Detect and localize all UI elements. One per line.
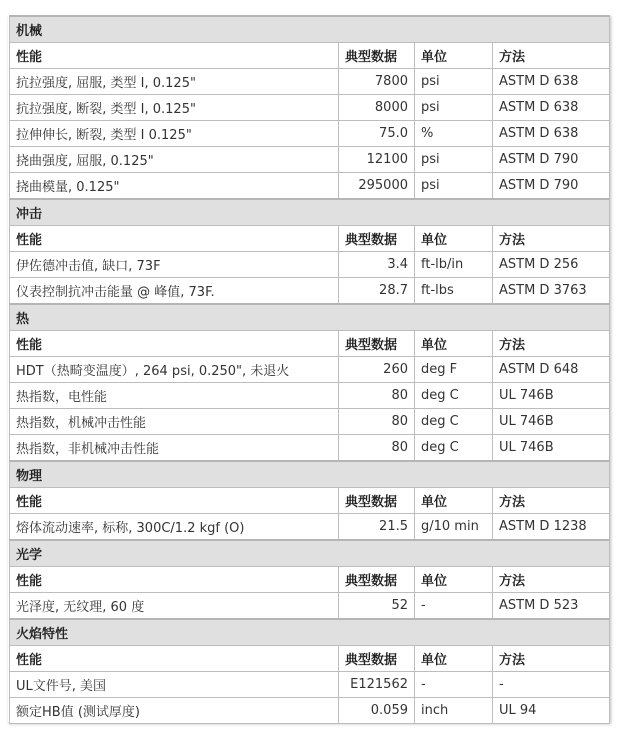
property-cell: UL文件号, 美国 xyxy=(10,672,339,698)
unit-cell: % xyxy=(415,121,493,147)
method-cell: ASTM D 1238 xyxy=(493,514,610,541)
method-cell: ASTM D 648 xyxy=(493,357,610,383)
unit-cell: psi xyxy=(415,147,493,173)
value-cell: 80 xyxy=(339,409,415,435)
header-unit: 单位 xyxy=(415,488,493,514)
header-method: 方法 xyxy=(493,488,610,514)
section-header xyxy=(10,304,610,331)
table-row xyxy=(10,252,610,278)
table-row xyxy=(10,121,610,147)
section-header xyxy=(10,461,610,488)
table-row xyxy=(10,357,610,383)
unit-cell: psi xyxy=(415,69,493,95)
header-property: 性能 xyxy=(10,567,339,593)
header-method: 方法 xyxy=(493,567,610,593)
section-title: 物理 xyxy=(10,461,610,488)
header-method: 方法 xyxy=(493,226,610,252)
column-header-row xyxy=(10,567,610,593)
value-cell: 0.059 xyxy=(339,698,415,724)
property-cell: 伊佐德冲击值, 缺口, 73F xyxy=(10,252,339,278)
section-title: 热 xyxy=(10,304,610,331)
method-cell: UL 94 xyxy=(493,698,610,724)
unit-cell: deg F xyxy=(415,357,493,383)
method-cell: - xyxy=(493,672,610,698)
section-title: 冲击 xyxy=(10,199,610,226)
table-row xyxy=(10,278,610,305)
unit-cell: psi xyxy=(415,173,493,200)
property-cell: 抗拉强度, 屈服, 类型 I, 0.125" xyxy=(10,69,339,95)
unit-cell: g/10 min xyxy=(415,514,493,541)
unit-cell: ft-lbs xyxy=(415,278,493,305)
value-cell: 8000 xyxy=(339,95,415,121)
method-cell: UL 746B xyxy=(493,435,610,462)
value-cell: 7800 xyxy=(339,69,415,95)
property-cell: 挠曲强度, 屈服, 0.125" xyxy=(10,147,339,173)
method-cell: UL 746B xyxy=(493,409,610,435)
section-title: 火焰特性 xyxy=(10,619,610,646)
header-property: 性能 xyxy=(10,226,339,252)
header-method: 方法 xyxy=(493,646,610,672)
header-unit: 单位 xyxy=(415,567,493,593)
table-row xyxy=(10,435,610,462)
method-cell: ASTM D 523 xyxy=(493,593,610,620)
value-cell: 260 xyxy=(339,357,415,383)
property-cell: HDT（热畸变温度）, 264 psi, 0.250", 未退火 xyxy=(10,357,339,383)
section-header xyxy=(10,16,610,43)
table-row xyxy=(10,593,610,620)
header-property: 性能 xyxy=(10,43,339,69)
property-cell: 挠曲模量, 0.125" xyxy=(10,173,339,200)
header-unit: 单位 xyxy=(415,331,493,357)
table-row xyxy=(10,698,610,724)
unit-cell: deg C xyxy=(415,409,493,435)
section-header xyxy=(10,199,610,226)
properties-table-body xyxy=(10,16,610,724)
method-cell: ASTM D 790 xyxy=(493,147,610,173)
unit-cell: inch xyxy=(415,698,493,724)
unit-cell: - xyxy=(415,593,493,620)
value-cell: 52 xyxy=(339,593,415,620)
header-method: 方法 xyxy=(493,331,610,357)
header-property: 性能 xyxy=(10,488,339,514)
method-cell: ASTM D 790 xyxy=(493,173,610,200)
value-cell: 75.0 xyxy=(339,121,415,147)
property-cell: 热指数，机械冲击性能 xyxy=(10,409,339,435)
column-header-row xyxy=(10,331,610,357)
header-unit: 单位 xyxy=(415,646,493,672)
property-cell: 热指数，电性能 xyxy=(10,383,339,409)
header-property: 性能 xyxy=(10,646,339,672)
column-header-row xyxy=(10,646,610,672)
value-cell: 80 xyxy=(339,383,415,409)
header-typical-value: 典型数据 xyxy=(339,567,415,593)
unit-cell: deg C xyxy=(415,383,493,409)
column-header-row xyxy=(10,43,610,69)
method-cell: ASTM D 638 xyxy=(493,69,610,95)
table-row xyxy=(10,409,610,435)
property-cell: 热指数，非机械冲击性能 xyxy=(10,435,339,462)
value-cell: 295000 xyxy=(339,173,415,200)
section-header xyxy=(10,619,610,646)
value-cell: 3.4 xyxy=(339,252,415,278)
unit-cell: deg C xyxy=(415,435,493,462)
column-header-row xyxy=(10,488,610,514)
unit-cell: - xyxy=(415,672,493,698)
header-method: 方法 xyxy=(493,43,610,69)
section-title: 光学 xyxy=(10,540,610,567)
method-cell: UL 746B xyxy=(493,383,610,409)
property-cell: 抗拉强度, 断裂, 类型 I, 0.125" xyxy=(10,95,339,121)
property-cell: 熔体流动速率, 标称, 300C/1.2 kgf (O) xyxy=(10,514,339,541)
value-cell: 80 xyxy=(339,435,415,462)
property-cell: 额定HB值 (测试厚度) xyxy=(10,698,339,724)
table-row xyxy=(10,147,610,173)
method-cell: ASTM D 638 xyxy=(493,95,610,121)
section-header xyxy=(10,540,610,567)
header-typical-value: 典型数据 xyxy=(339,646,415,672)
header-unit: 单位 xyxy=(415,226,493,252)
properties-table xyxy=(9,15,610,724)
header-typical-value: 典型数据 xyxy=(339,488,415,514)
value-cell: 21.5 xyxy=(339,514,415,541)
method-cell: ASTM D 256 xyxy=(493,252,610,278)
property-cell: 仪表控制抗冲击能量 @ 峰值, 73F. xyxy=(10,278,339,305)
value-cell: 28.7 xyxy=(339,278,415,305)
column-header-row xyxy=(10,226,610,252)
method-cell: ASTM D 3763 xyxy=(493,278,610,305)
table-row xyxy=(10,95,610,121)
value-cell: E121562 xyxy=(339,672,415,698)
unit-cell: psi xyxy=(415,95,493,121)
property-cell: 光泽度, 无纹理, 60 度 xyxy=(10,593,339,620)
section-title: 机械 xyxy=(10,16,610,43)
table-row xyxy=(10,383,610,409)
property-cell: 拉伸伸长, 断裂, 类型 I 0.125" xyxy=(10,121,339,147)
header-typical-value: 典型数据 xyxy=(339,226,415,252)
header-unit: 单位 xyxy=(415,43,493,69)
header-typical-value: 典型数据 xyxy=(339,43,415,69)
table-row xyxy=(10,672,610,698)
header-typical-value: 典型数据 xyxy=(339,331,415,357)
header-property: 性能 xyxy=(10,331,339,357)
value-cell: 12100 xyxy=(339,147,415,173)
table-row xyxy=(10,173,610,200)
properties-panel xyxy=(9,15,610,724)
table-row xyxy=(10,514,610,541)
table-row xyxy=(10,69,610,95)
unit-cell: ft-lb/in xyxy=(415,252,493,278)
method-cell: ASTM D 638 xyxy=(493,121,610,147)
